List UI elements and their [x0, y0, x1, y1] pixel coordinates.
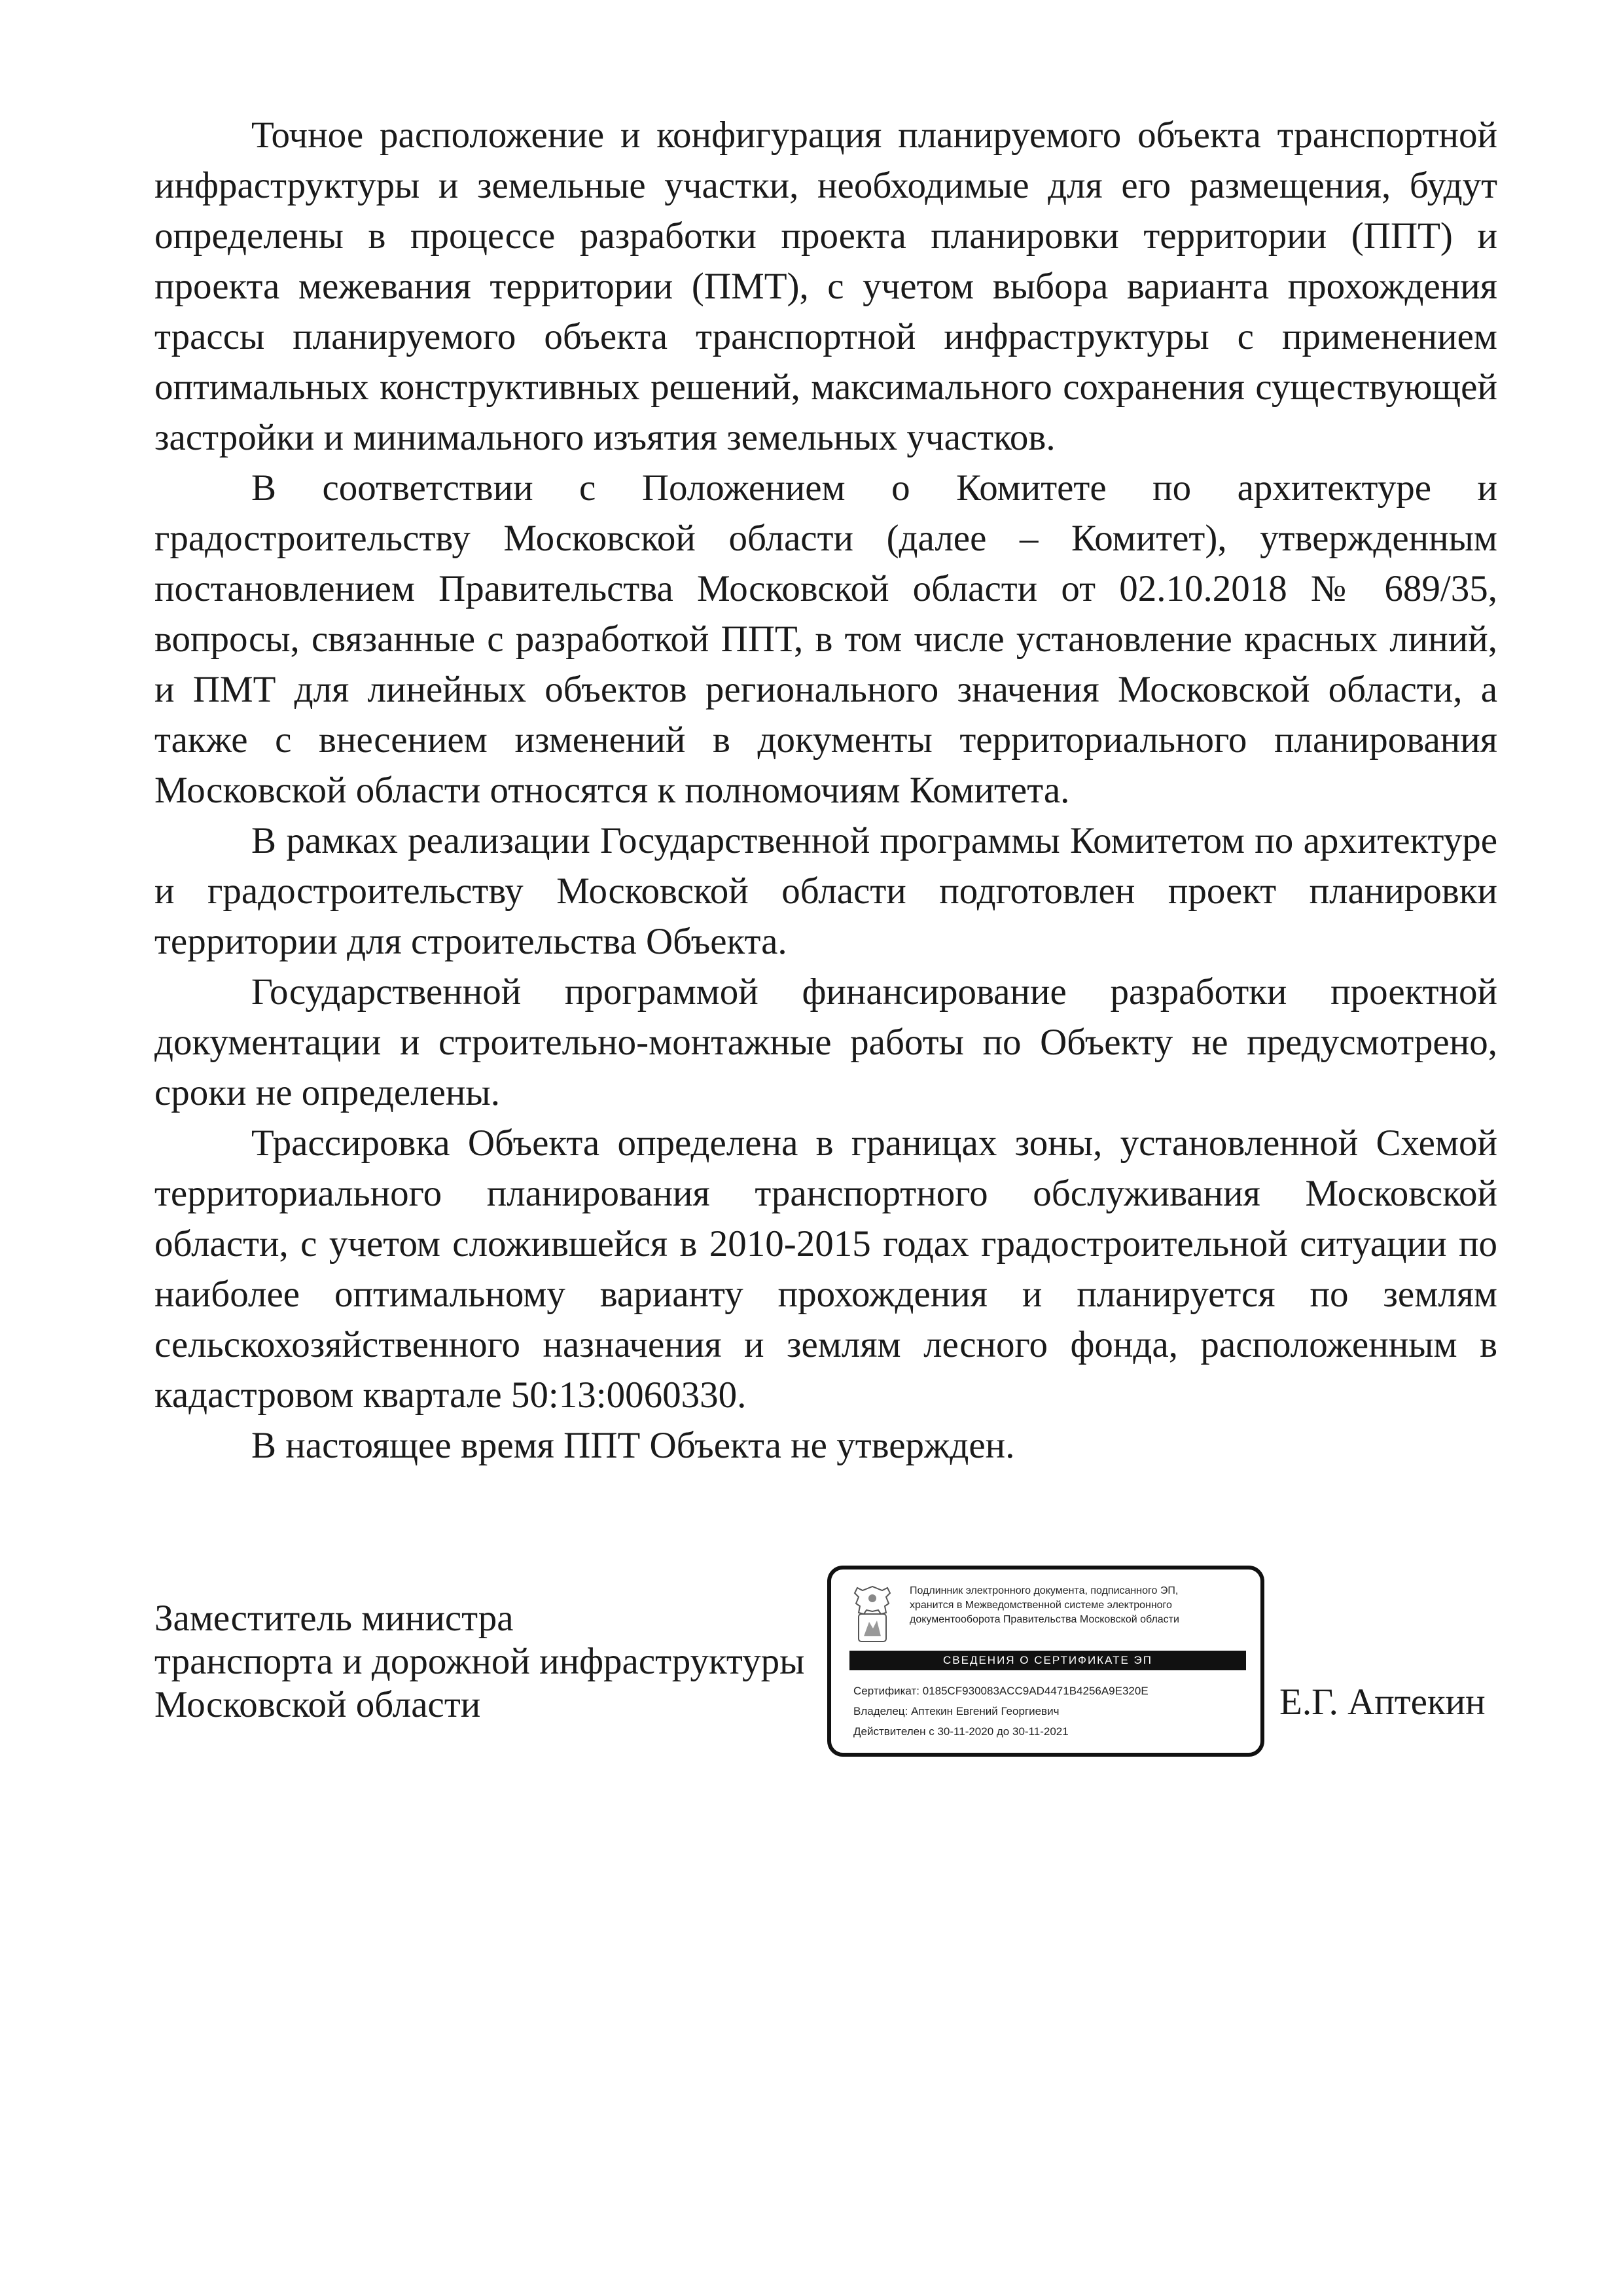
certificate-number: Сертификат: 0185CF930083ACC9AD4471B4256A9E320E	[853, 1685, 1149, 1697]
paragraph: В рамках реализации Государственной программы Комитетом по архитектуре и градостроительству Московской области подготовлен проект планировки территории для строительства Объекта.	[154, 820, 1497, 962]
stamp-notice-line: Подлинник электронного документа, подписанного ЭП,	[910, 1585, 1179, 1596]
certificate-details	[853, 1681, 1253, 1742]
certificate-owner: Владелец: Аптекин Евгений Георгиевич	[853, 1705, 1060, 1717]
paragraph: В настоящее время ППТ Объекта не утвержден.	[251, 1425, 1015, 1466]
moscow-oblast-coat-of-arms-icon	[849, 1584, 895, 1647]
signer-position	[154, 1597, 804, 1727]
signer-position-line: Заместитель министра	[154, 1598, 514, 1639]
signer-position-line: Московской области	[154, 1684, 481, 1725]
paragraph: В соответствии с Положением о Комитете по архитектуре и градостроительству Московской области (далее – Комитет), утвержденным постановлением Правительства Московской области от 02.10.2018 № 689/35, вопросы, связанные с разработкой ППТ, в том числе установление красных линий, и ПМТ для линейных объектов регионального значения Московской области, а также с внесением изменений в документы территориального планирования Московской области относятся к полномочиям Комитета.	[154, 467, 1497, 811]
stamp-header: СВЕДЕНИЯ О СЕРТИФИКАТЕ ЭП	[849, 1651, 1246, 1670]
stamp-notice	[910, 1584, 1257, 1627]
letter-body	[154, 110, 1497, 1471]
stamp-notice-line: хранится в Межведомственной системе электронного	[910, 1600, 1172, 1611]
certificate-validity: Действителен с 30-11-2020 до 30-11-2021	[853, 1725, 1069, 1738]
paragraph: Точное расположение и конфигурация планируемого объекта транспортной инфраструктуры и земельные участки, необходимые для его размещения, будут определены в процессе разработки проекта планировки территории (ППТ) и проекта межевания территории (ПМТ), с учетом выбора варианта прохождения трассы планируемого объекта транспортной инфраструктуры с применением оптимальных конструктивных решений, максимального сохранения существующей застройки и минимального изъятия земельных участков.	[154, 115, 1497, 458]
stamp-notice-line: документооборота Правительства Московской области	[910, 1614, 1179, 1625]
signer-name: Е.Г. Аптекин	[1279, 1681, 1486, 1723]
paragraph: Трассировка Объекта определена в границах зоны, установленной Схемой территориального планирования транспортного обслуживания Московской области, с учетом сложившейся в 2010-2015 годах градостроительной ситуации по наиболее оптимальному варианту прохождения и планируется по землям сельскохозяйственного назначения и землям лесного фонда, расположенным в кадастровом квартале 50:13:0060330.	[154, 1122, 1497, 1416]
electronic-signature-stamp	[827, 1566, 1264, 1757]
signer-position-line: транспорта и дорожной инфраструктуры	[154, 1641, 805, 1682]
paragraph: Государственной программой финансирование разработки проектной документации и строительно-монтажные работы по Объекту не предусмотрено, сроки не определены.	[154, 971, 1497, 1113]
